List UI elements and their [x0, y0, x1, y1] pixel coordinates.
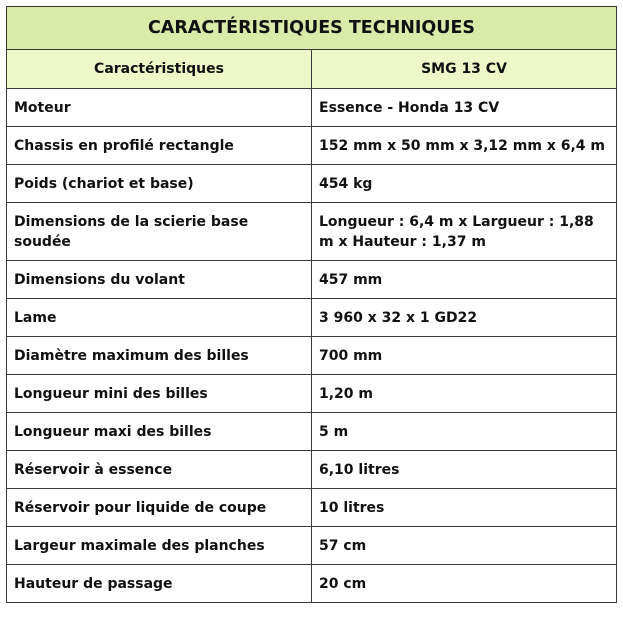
table-row: [7, 489, 617, 527]
spec-label: Hauteur de passage: [7, 565, 312, 603]
table-row: [7, 375, 617, 413]
table-row: [7, 337, 617, 375]
spec-value: 6,10 litres: [312, 451, 617, 489]
spec-value: 457 mm: [312, 261, 617, 299]
spec-label: Chassis en profilé rectangle: [7, 127, 312, 165]
table-row: [7, 261, 617, 299]
spec-value: Longueur : 6,4 m x Largueur : 1,88 m x Hauteur : 1,37 m: [312, 203, 617, 261]
spec-value: 5 m: [312, 413, 617, 451]
spec-label: Diamètre maximum des billes: [7, 337, 312, 375]
spec-label: Longueur maxi des billes: [7, 413, 312, 451]
spec-value: 700 mm: [312, 337, 617, 375]
spec-label: Réservoir à essence: [7, 451, 312, 489]
table-title: CARACTÉRISTIQUES TECHNIQUES: [7, 7, 617, 50]
spec-label: Lame: [7, 299, 312, 337]
table-row: [7, 299, 617, 337]
spec-value: 20 cm: [312, 565, 617, 603]
spec-label: Dimensions du volant: [7, 261, 312, 299]
table-row: [7, 203, 617, 261]
spec-value: 57 cm: [312, 527, 617, 565]
table-row: [7, 565, 617, 603]
table-row: [7, 165, 617, 203]
spec-value: 454 kg: [312, 165, 617, 203]
spec-value: 152 mm x 50 mm x 3,12 mm x 6,4 m: [312, 127, 617, 165]
spec-label: Largeur maximale des planches: [7, 527, 312, 565]
header-characteristics: Caractéristiques: [7, 50, 312, 89]
spec-value: 3 960 x 32 x 1 GD22: [312, 299, 617, 337]
spec-label: Moteur: [7, 89, 312, 127]
spec-label: Longueur mini des billes: [7, 375, 312, 413]
table-row: [7, 451, 617, 489]
table-row: [7, 89, 617, 127]
spec-label: Dimensions de la scierie base soudée: [7, 203, 312, 261]
spec-label: Réservoir pour liquide de coupe: [7, 489, 312, 527]
header-model: SMG 13 CV: [312, 50, 617, 89]
table-row: [7, 413, 617, 451]
spec-value: 1,20 m: [312, 375, 617, 413]
table-row: [7, 527, 617, 565]
specs-table: [6, 6, 617, 603]
spec-value: Essence - Honda 13 CV: [312, 89, 617, 127]
table-row: [7, 127, 617, 165]
spec-label: Poids (chariot et base): [7, 165, 312, 203]
spec-value: 10 litres: [312, 489, 617, 527]
